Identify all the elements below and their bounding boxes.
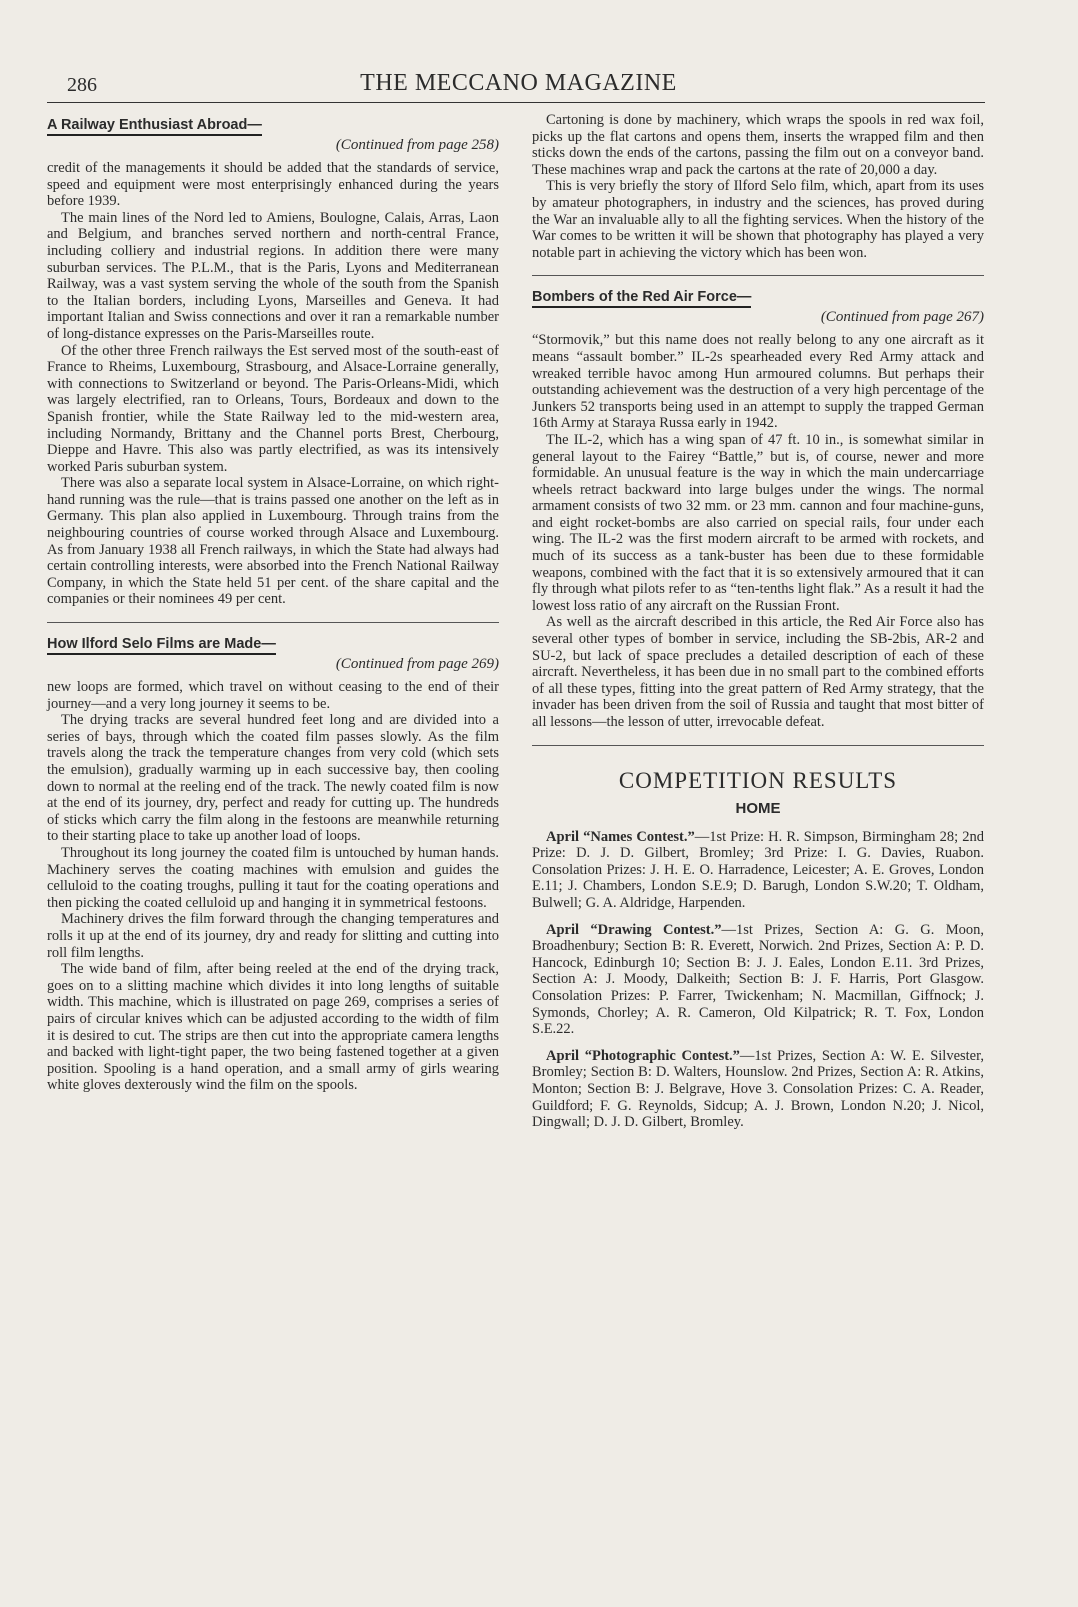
article-heading: Bombers of the Red Air Force— bbox=[532, 288, 984, 306]
article-paragraph: The drying tracks are several hundred feet long and are divided into a series of bays, through which the coated film passes slowly. As the film travels along the track the temperature changes from very cold (which sets the emulsion), gradually warming up in each successive bay, then cooling down to normal at the reeling end of the track. The newly coated film is now at the end of its journey, dry, perfect and ready for cutting up. The hundreds of sticks which carry the film along in the festoons are meanwhile returning to their starting place to take up another load of loops. bbox=[47, 712, 499, 845]
magazine-title: THE MECCANO MAGAZINE bbox=[360, 70, 677, 96]
article-paragraph: The wide band of film, after being reeled at the end of the drying track, goes on to a slitting machine which divides it into long lengths of suitable width. This machine, which is illustrated on page 269, comprises a series of pairs of circular knives which can be adjusted according to the width of film it is desired to cut. The strips are then cut into the appropriate camera lengths and backed with light-tight paper, the two being fastened together at a given position. Spooling is a hand operation, and a small army of girls wearing white gloves dexterously wind the film on the spools. bbox=[47, 961, 499, 1094]
contest-results: —1st Prize: H. R. Simpson, Birmingham 28; 2nd Prize: D. J. D. Gilbert, Bromley; 3rd Prize: I. G. Davies, Ruabon. Consolation Prizes: J. H. E. O. Harradence, Leicester; A. E. Groves, London E.11; J. Chambers, London S.E.9; D. Barugh, London S.W.20; T. Oldham, Bulwell; G. A. Aldridge, Harpenden. bbox=[532, 828, 984, 911]
page-number: 286 bbox=[67, 74, 97, 96]
contest-results: —1st Prizes, Section A: W. E. Silvester, Bromley; Section B: D. Walters, Hounslow. 2nd Prizes, Section A: R. Atkins, Monton; Section B: J. Belgrave, Hove 3. Consolation Prizes: C. A. Reader, Guildford; F. G. Reynolds, Sidcup; A. J. Brown, London N.20; J. Nicol, Dingwall; D. J. D. Gilbert, Bromley. bbox=[532, 1047, 984, 1131]
header-rule bbox=[47, 102, 985, 103]
article-railway bbox=[47, 116, 499, 608]
contest-name: April “Photographic Contest.” bbox=[546, 1047, 740, 1064]
contest-name: April “Drawing Contest.” bbox=[546, 921, 722, 938]
article-paragraph: The IL-2, which has a wing span of 47 ft. 10 in., is somewhat similar in general layout to the Fairey “Battle,” but is, of course, newer and more formidable. An unusual feature is the way in which the main undercarriage wheels retract backward into large bulges under the wings. The normal armament consists of two 32 mm. or 23 mm. cannon and four machine-guns, and eight rocket-bombs are also carried on special rails, four under each wing. The IL-2 was the first modern aircraft to be armed with rockets, and much of its success as a tank-buster has been due to these formidable weapons, combined with the fact that it is so extensively armoured that it can fly through what pilots refer to as “ten-tenths light flak.” As a result it had the lowest loss ratio of any aircraft on the Russian Front. bbox=[532, 431, 984, 614]
article-ilford bbox=[47, 635, 499, 1094]
competition-results bbox=[532, 768, 984, 1131]
left-column bbox=[47, 112, 499, 1094]
article-paragraph: As well as the aircraft described in this article, the Red Air Force also has several other types of bomber in service, including the SB-2bis, AR-2 and SU-2, but lack of space precludes a detailed description of each of these aircraft. Nevertheless, it has been due in no small part to the combined efforts of all these types, fitting into the great pattern of Red Army strategy, that the invader has been driven from the soil of Russia and taught that most bitter of all lessons—the lesson of utter, irrevocable defeat. bbox=[532, 614, 984, 730]
competition-title: COMPETITION RESULTS bbox=[618, 767, 898, 793]
article-heading: How Ilford Selo Films are Made— bbox=[47, 635, 499, 653]
article-bombers bbox=[532, 288, 984, 730]
article-paragraph: Cartoning is done by machinery, which wraps the spools in red wax foil, picks up the flat cartons and opens them, inserts the wrapped film and then sticks down the ends of the cartons, passing the film out on a conveyor band. These machines wrap and pack the cartons at the rate of 20,000 a day. bbox=[532, 112, 984, 178]
section-divider bbox=[532, 275, 984, 276]
section-divider bbox=[47, 622, 499, 623]
continued-note: (Continued from page 267) bbox=[820, 309, 984, 326]
article-ilford-continued bbox=[532, 112, 984, 261]
article-paragraph: Throughout its long journey the coated film is untouched by human hands. Machinery serves the coating machines with emulsion and guides the celluloid to the coating troughs, pulling it taut for the coating operations and then picking the coated celluloid up and hanging it in symmetrical festoons. bbox=[47, 844, 499, 911]
section-divider bbox=[532, 745, 984, 746]
article-paragraph: The main lines of the Nord led to Amiens, Boulogne, Calais, Arras, Laon and Belgium, and branches served northern and north-central France, including colliery and industrial regions. In addition there were many suburban services. The P.L.M., that is the Paris, Lyons and Mediterranean Railway, was a vast system serving the whole of the south from the Spanish to the Italian borders, including Lyons, Marseilles and Geneva. It had important Italian and Swiss connections and over it ran a remarkable number of long-distance expresses on the Paris-Marseilles route. bbox=[47, 209, 499, 342]
article-paragraph: This is very briefly the story of Ilford Selo film, which, apart from its uses by amateur photographers, in industry and the sciences, has proved during the War an invaluable ally to all the fighting services. When the history of the War comes to be written it will be shown that photography has played a very notable part in achieving the victory which has been won. bbox=[532, 178, 984, 261]
article-paragraph: credit of the managements it should be added that the standards of service, speed and equipment were most enterprisingly enhanced during the years before 1939. bbox=[47, 160, 499, 210]
continued-note: (Continued from page 258) bbox=[335, 137, 499, 153]
contest-results: —1st Prizes, Section A: G. G. Moon, Broadhenbury; Section B: R. Everett, Norwich. 2nd Prizes, Section A: P. D. Hancock, Edinburgh 10; Section B: J. J. Eales, London E.11. 3rd Prizes, Section A: J. Moody, Dalkeith; Section B: J. F. Harris, Port Glasgow. Consolation Prizes: P. Farrer, Twickenham; N. Macmillan, Giffnock; J. Symonds, Chorley; A. R. Cameron, Old Kilpatrick; R. T. Fox, London S.E.22. bbox=[532, 921, 984, 1038]
article-paragraph: new loops are formed, which travel on without ceasing to the end of their journey—and a very long journey it seems to be. bbox=[47, 679, 499, 712]
article-paragraph: Machinery drives the film forward through the changing temperatures and rolls it up at the end of its journey, dry and ready for slitting and cutting into roll film lengths. bbox=[47, 911, 499, 961]
contest-name: April “Names Contest.” bbox=[546, 828, 695, 845]
article-paragraph: Of the other three French railways the Est served most of the south-east of France to Rheims, Luxembourg, Strasbourg, and Alsace-Lorraine generally, with connections to Switzerland or beyond. The Paris-Orleans-Midi, which was largely electrified, ran to Orleans, Tours, Bordeaux and down to the Spanish frontier, while the State Railway led to the mid-western area, including Normandy, Brittany and the Channel ports Brest, Cherbourg, Dieppe and Havre. This also was partly electrified, as was its intensively worked Paris suburban system. bbox=[47, 342, 499, 475]
competition-entry bbox=[532, 922, 984, 1038]
continued-note: (Continued from page 269) bbox=[335, 656, 499, 673]
right-column bbox=[532, 112, 984, 1141]
article-heading: A Railway Enthusiast Abroad— bbox=[47, 116, 499, 134]
competition-subtitle: HOME bbox=[735, 799, 781, 817]
article-paragraph: “Stormovik,” but this name does not really belong to any one aircraft as it means “assault bomber.” IL-2s spearheaded every Red Army attack and wreaked terrible havoc among Hun armoured columns. But perhaps their outstanding achievement was the destruction of a very high percentage of the Junkers 52 transports being used in an attempt to supply the trapped German 16th Army at Staraya Russa early in 1942. bbox=[532, 332, 984, 432]
competition-entry bbox=[532, 829, 984, 912]
competition-entry bbox=[532, 1048, 984, 1131]
article-paragraph: There was also a separate local system in Alsace-Lorraine, on which right-hand running was the rule—that is trains passed one another on the left as in Germany. This plan also applied in Luxembourg. Through trains from the neighbouring countries of course worked through Alsace and Luxembourg. As from January 1938 all French railways, in which the State had always had certain controlling interests, were absorbed into the French National Railway Company, in which the State held 51 per cent. of the share capital and the companies or their nominees 49 per cent. bbox=[47, 475, 499, 608]
page-header bbox=[47, 70, 990, 104]
